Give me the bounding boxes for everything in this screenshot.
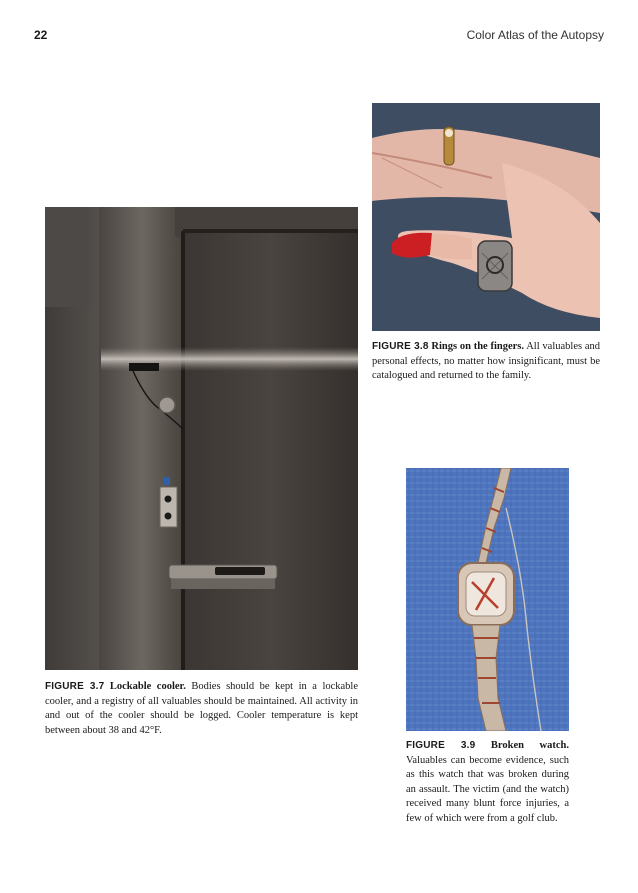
hand-rings-photo [372, 103, 600, 331]
running-header: Color Atlas of the Autopsy [466, 28, 604, 42]
broken-watch-photo [406, 468, 569, 731]
figure-3-7-title: Lockable cooler. [109, 681, 186, 692]
cooler-door-photo [45, 207, 358, 670]
figure-3-8-title: Rings on the fingers. [431, 341, 525, 352]
figure-3-7-caption [45, 680, 358, 738]
figure-3-7-text: Bodies should be kept in a lockable cooler, and a registry of all valuables should be maintained. All activity in and out of the cooler should be logged. Cooler temperature is kept between about 38 and 42°F. [45, 681, 359, 736]
page-number: 22 [34, 28, 48, 42]
figure-3-9-caption [406, 739, 569, 827]
figure-3-8-text: All valuables and personal effects, no matter how insignificant, must be catalogued and returned to the family. [372, 341, 600, 382]
figure-3-8-caption [372, 340, 600, 384]
figure-3-8-label: FIGURE 3.8 [372, 341, 429, 352]
figure-3-9-text: Valuables can become evidence, such as this watch that was broken during an assault. The victim (and the watch) received many blunt force injuries, a few of which were from a golf club. [406, 754, 569, 824]
figure-3-9-label: FIGURE 3.9 [406, 740, 476, 751]
figure-3-7-label: FIGURE 3.7 [45, 681, 105, 692]
figure-3-9-title: Broken watch. [490, 740, 569, 751]
